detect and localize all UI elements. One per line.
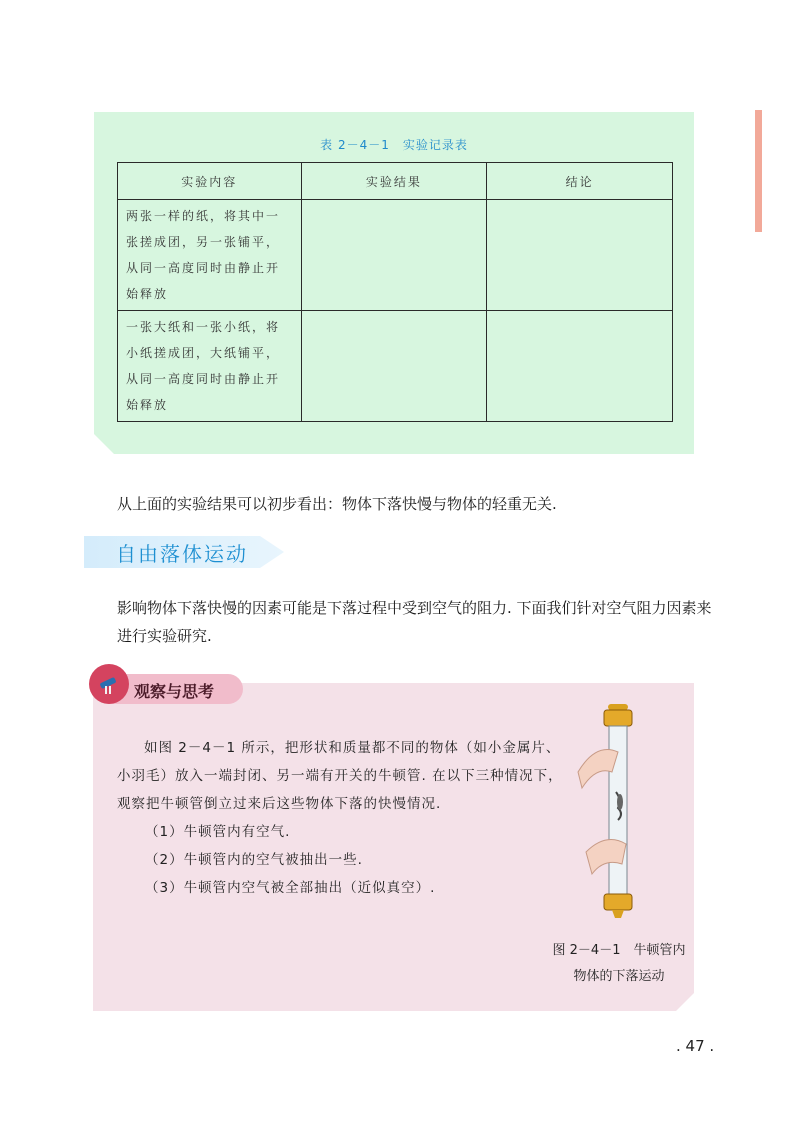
paragraph-conclusion: 从上面的实验结果可以初步看出：物体下落快慢与物体的轻重无关. <box>117 495 557 513</box>
table-header-cell: 实验结果 <box>301 163 487 200</box>
table-row <box>118 311 673 422</box>
observe-item: （2）牛顿管内的空气被抽出一些. <box>145 852 363 868</box>
chapter-side-tab <box>755 110 762 232</box>
table-cell-conclusion <box>487 311 673 422</box>
observe-item: （1）牛顿管内有空气. <box>145 824 291 840</box>
observe-item: （3）牛顿管内空气被全部抽出（近似真空）. <box>145 880 436 896</box>
figure-caption-line: 图 2－4－1 牛顿管内 <box>552 943 686 958</box>
observe-intro: 如图 2－4－1 所示，把形状和质量都不同的物体（如小金属片、小羽毛）放入一端封闭、另一端有开关的牛顿管. 在以下三种情况下，观察把牛顿管倒立过来后这些物体下落的快慢情况. <box>117 740 563 812</box>
table-cell-result <box>301 311 487 422</box>
table-cell-conclusion <box>487 200 673 311</box>
observe-text <box>117 734 567 902</box>
table-cell-result <box>301 200 487 311</box>
experiment-record-table <box>117 162 673 422</box>
table-header-cell: 结论 <box>487 163 673 200</box>
page-number: . 47 . <box>676 1037 715 1055</box>
figure-caption <box>534 938 704 990</box>
table-title: 表 2－4－1 实验记录表 <box>320 138 468 152</box>
table-header-cell: 实验内容 <box>118 163 302 200</box>
paragraph-intro: 影响物体下落快慢的因素可能是下落过程中受到空气的阻力. 下面我们针对空气阻力因素来进行实验研究. <box>117 599 712 645</box>
table-cell-content: 两张一样的纸，将其中一张搓成团，另一张铺平，从同一高度同时由静止开始释放 <box>118 200 302 311</box>
table-row <box>118 200 673 311</box>
telescope-icon <box>89 664 129 704</box>
section-title: 自由落体运动 <box>116 542 248 566</box>
observe-title: 观察与思考 <box>134 682 215 701</box>
table-header-row <box>118 163 673 200</box>
newton-tube-figure <box>576 702 666 926</box>
table-cell-content: 一张大纸和一张小纸，将小纸搓成团，大纸铺平，从同一高度同时由静止开始释放 <box>118 311 302 422</box>
figure-caption-line: 物体的下落运动 <box>573 969 665 984</box>
